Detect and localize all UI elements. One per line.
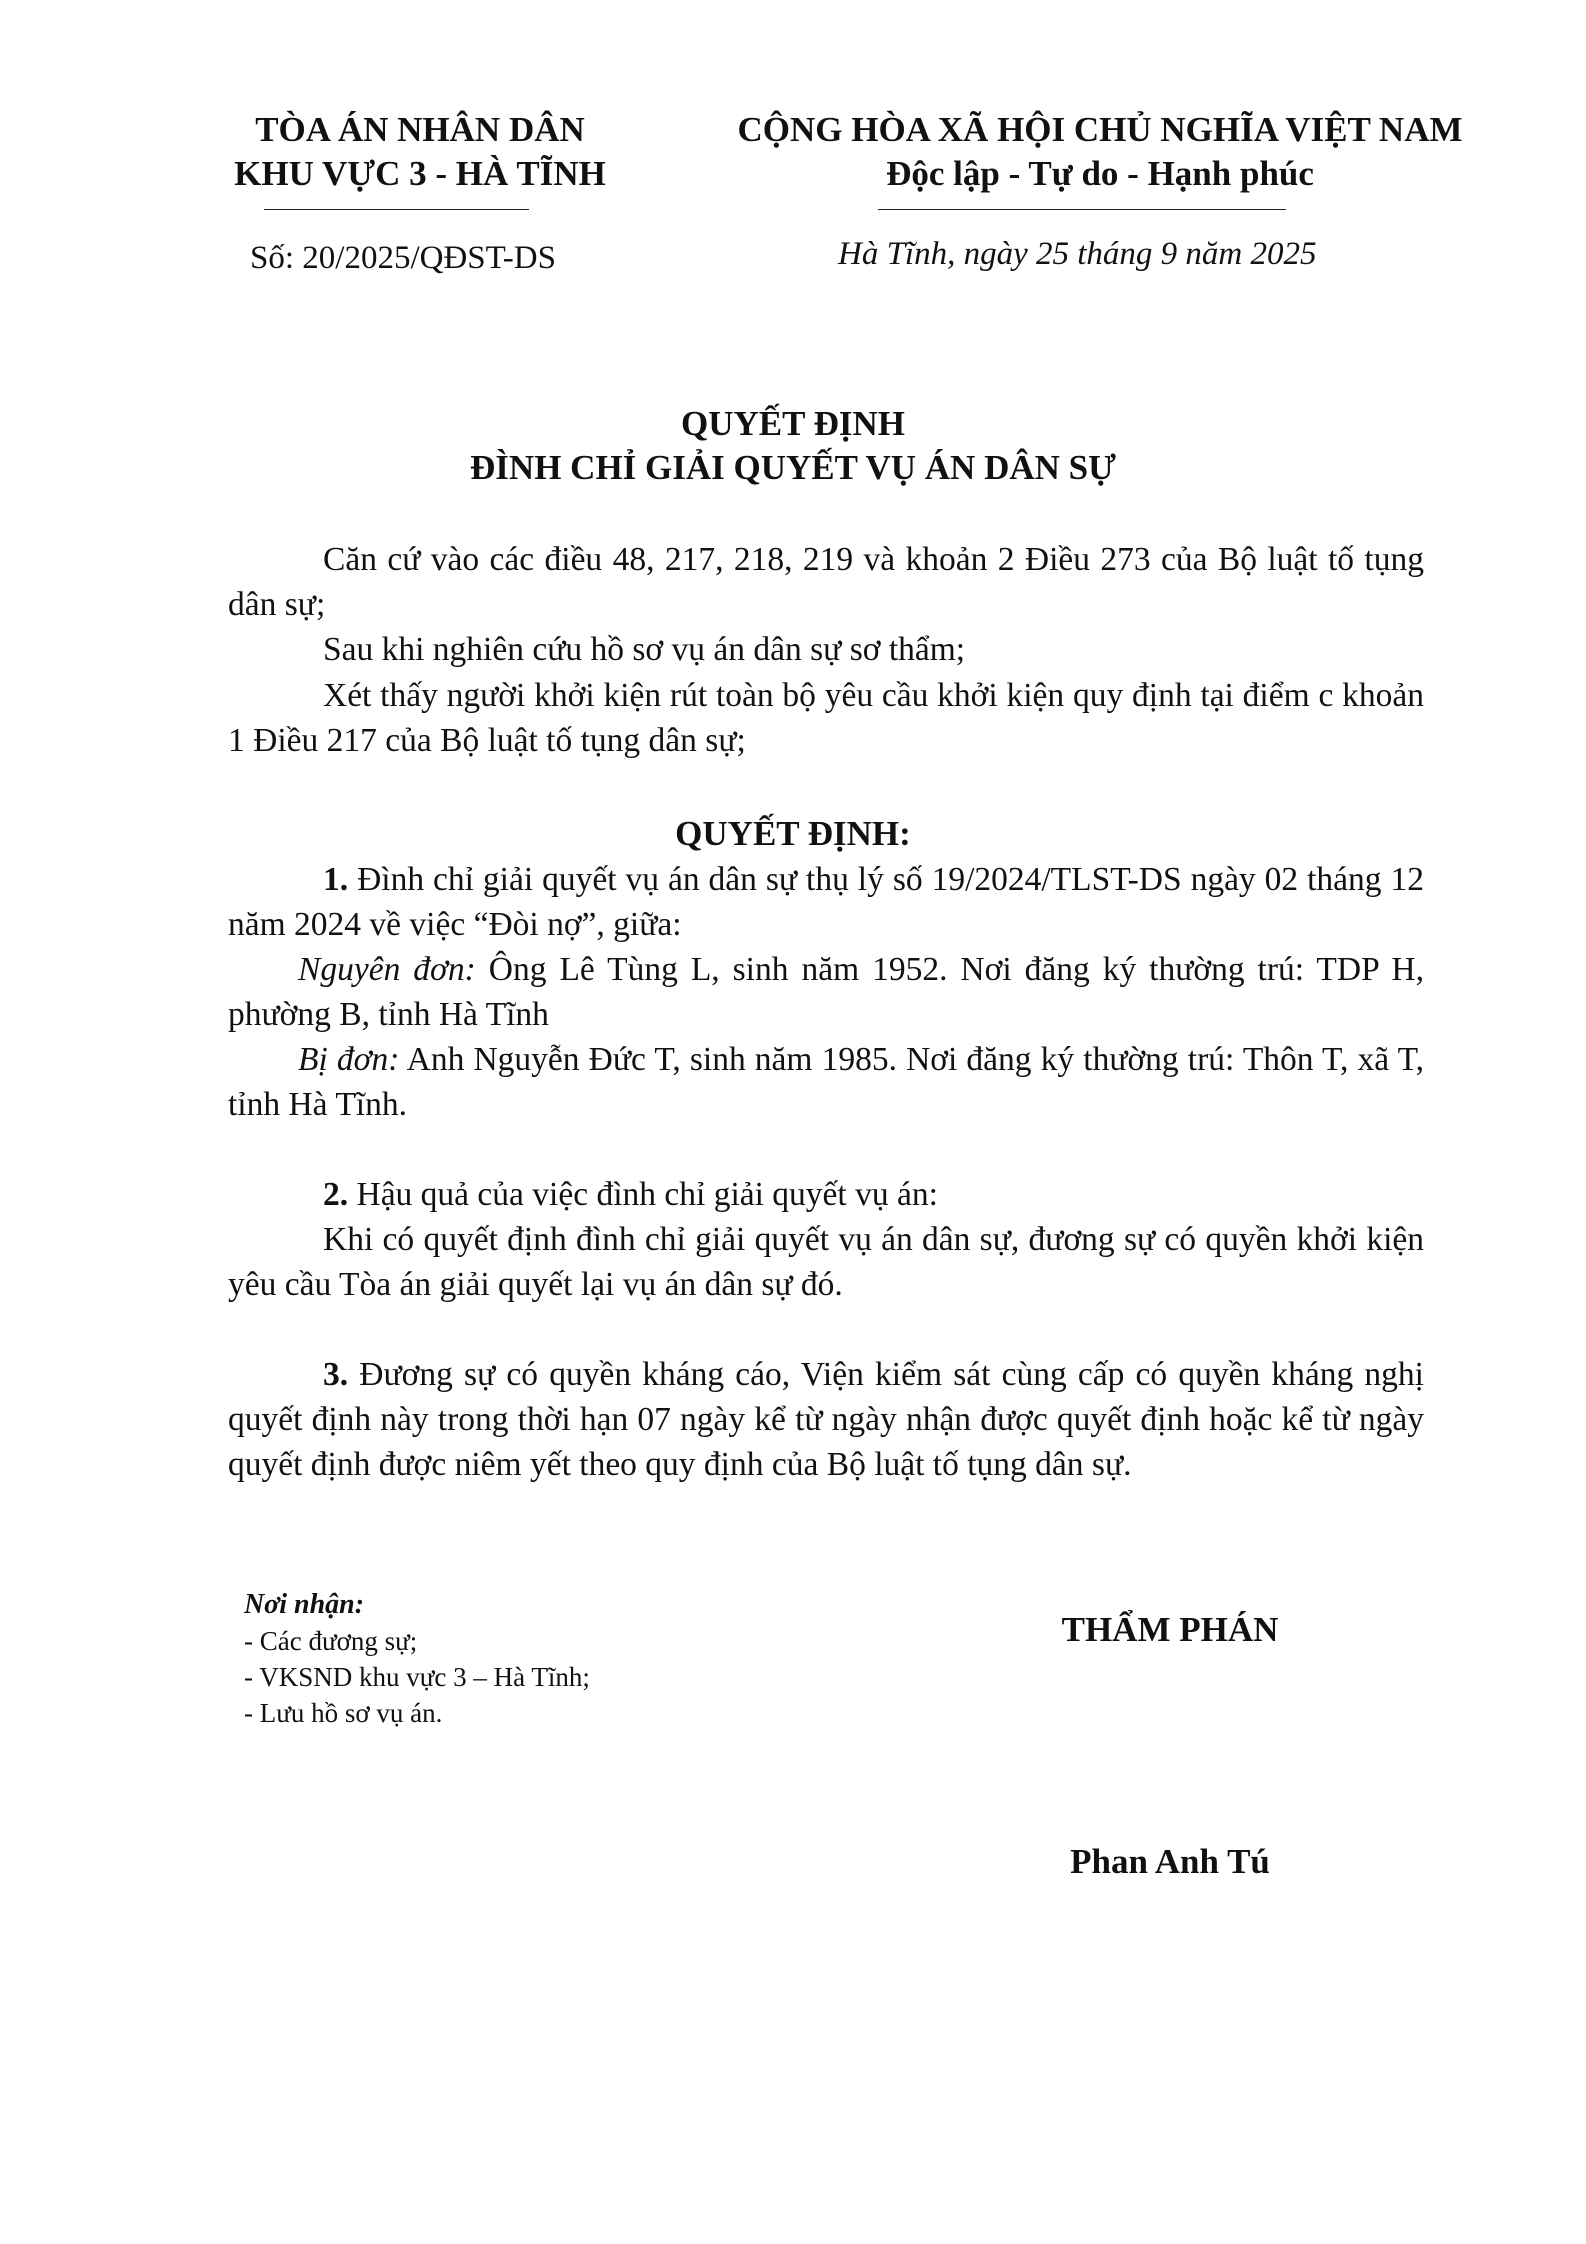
recipients-title: Nơi nhận:	[244, 1589, 365, 1620]
recipient-item: - Các đương sự;	[244, 1626, 418, 1656]
item-1-text: Đình chỉ giải quyết vụ án dân sự thụ lý số 19/2024/TLST-DS ngày 02 tháng 12 năm 2024 về việc “Đòi nợ”, giữa:	[228, 861, 1424, 943]
preamble-legal-basis: Căn cứ vào các điều 48, 217, 218, 219 và khoản 2 Điều 273 của Bộ luật tố tụng dân sự;	[228, 541, 1424, 623]
plaintiff-label: Nguyên đơn:	[298, 951, 476, 988]
document-number: Số: 20/2025/QĐST-DS	[250, 240, 556, 276]
decision-item-3	[228, 1352, 1424, 1487]
recipient-item: - Lưu hồ sơ vụ án.	[244, 1698, 443, 1728]
signer-name: Phan Anh Tú	[1070, 1842, 1270, 1881]
decision-item-1	[228, 857, 1424, 947]
preamble-review: Sau khi nghiên cứu hồ sơ vụ án dân sự sơ thẩm;	[323, 631, 966, 668]
item-1-number: 1.	[323, 861, 349, 898]
issue-date: Hà Tĩnh, ngày 25 tháng 9 năm 2025	[838, 236, 1317, 272]
item-2-number: 2.	[323, 1176, 349, 1213]
item-2-text: Hậu quả của việc đình chỉ giải quyết vụ án:	[348, 1176, 938, 1213]
plaintiff-info	[228, 947, 1424, 1037]
item-3-number: 3.	[323, 1356, 349, 1393]
recipient-item: - VKSND khu vực 3 – Hà Tĩnh;	[244, 1662, 590, 1692]
national-motto	[690, 108, 1510, 196]
court-name-line1: TÒA ÁN NHÂN DÂN	[255, 110, 585, 149]
document-subtitle: ĐÌNH CHỈ GIẢI QUYẾT VỤ ÁN DÂN SỰ	[470, 448, 1116, 487]
court-name-line2: KHU VỰC 3 - HÀ TĨNH	[234, 154, 606, 193]
plaintiff-text: Ông Lê Tùng L, sinh năm 1952. Nơi đăng ký thường trú: TDP H, phường B, tỉnh Hà Tĩnh	[228, 951, 1425, 1033]
court-name-underline	[264, 209, 529, 210]
motto-underline	[878, 209, 1286, 210]
defendant-text: Anh Nguyễn Đức T, sinh năm 1985. Nơi đăng ký thường trú: Thôn T, xã T, tỉnh Hà Tĩnh.	[228, 1041, 1424, 1123]
document-title: QUYẾT ĐỊNH	[681, 404, 905, 443]
defendant-label: Bị đơn:	[298, 1041, 400, 1078]
motto: Độc lập - Tự do - Hạnh phúc	[886, 154, 1314, 193]
court-name	[190, 108, 650, 196]
defendant-info	[228, 1037, 1424, 1127]
national-name: CỘNG HÒA XÃ HỘI CHỦ NGHĨA VIỆT NAM	[737, 110, 1463, 149]
decision-heading: QUYẾT ĐỊNH:	[675, 814, 911, 853]
decision-item-2	[228, 1172, 1424, 1217]
preamble-finding: Xét thấy người khởi kiện rút toàn bộ yêu cầu khởi kiện quy định tại điểm c khoản 1 Điều 217 của Bộ luật tố tụng dân sự;	[228, 677, 1424, 759]
item-3-text: Đương sự có quyền kháng cáo, Viện kiểm sát cùng cấp có quyền kháng nghị quyết định này trong thời hạn 07 ngày kể từ ngày nhận được quyết định hoặc kể từ ngày quyết định được niêm yết theo quy định của Bộ luật tố tụng dân sự.	[228, 1356, 1424, 1483]
signer-role: THẨM PHÁN	[1061, 1610, 1279, 1649]
item-2-detail: Khi có quyết định đình chỉ giải quyết vụ án dân sự, đương sự có quyền khởi kiện yêu cầu Tòa án giải quyết lại vụ án dân sự đó.	[228, 1221, 1424, 1303]
